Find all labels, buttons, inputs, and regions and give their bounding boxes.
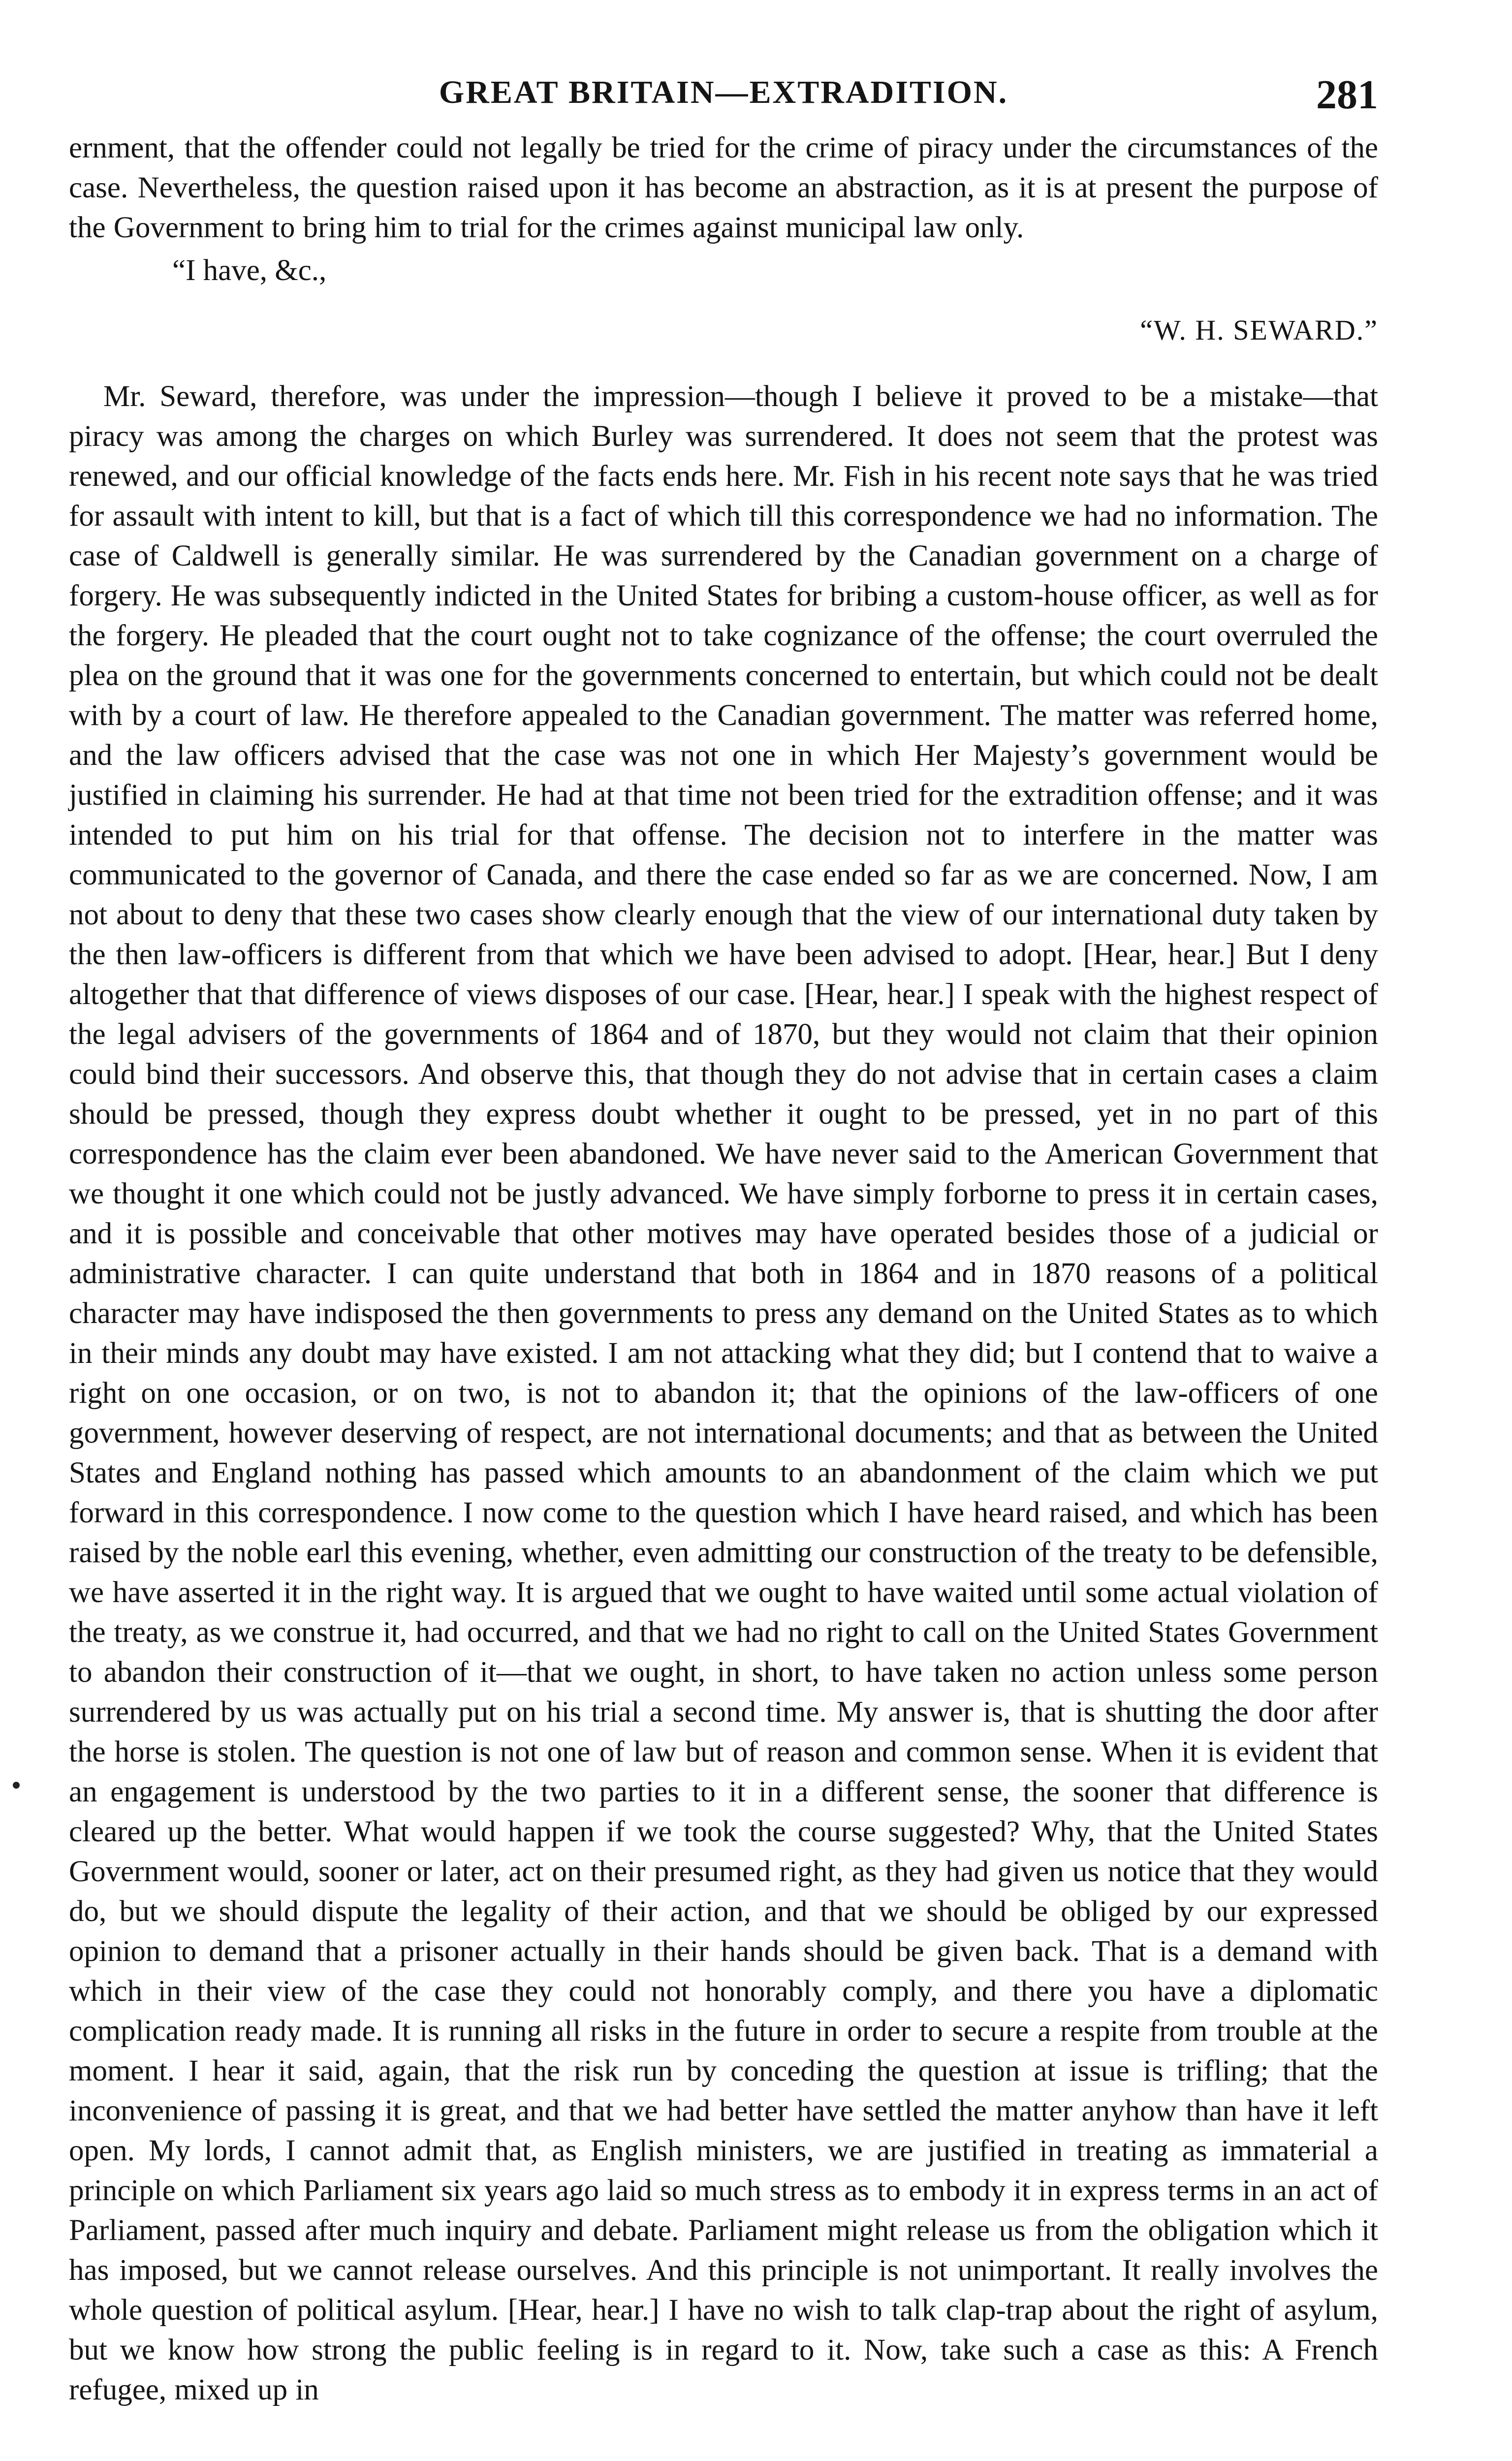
running-head [69, 74, 1378, 128]
letter-paragraph: ernment, that the offender could not legally be tried for the crime of piracy under the circumstances of the case. Nevertheless, the question raised upon it has become an abstraction, as it is at present the purpose of the Government to bring him to trial for the crimes against municipal law only. [69, 131, 1378, 244]
running-head-title: GREAT BRITAIN—EXTRADITION. [439, 74, 1008, 110]
speech-paragraph: Mr. Seward, therefore, was under the impression—though I believe it proved to be a mistake—that piracy was among the charges on which Burley was surrendered. It does not seem that the protest was renewed, and our official knowledge of the facts ends here. Mr. Fish in his recent note says that he was tried for assault with intent to kill, but that is a fact of which till this correspondence we had no information. The case of Caldwell is generally similar. He was surrendered by the Canadian government on a charge of forgery. He was subsequently indicted in the United States for bribing a custom-house officer, as well as for the forgery. He pleaded that the court ought not to take cognizance of the offense; the court overruled the plea on the ground that it was one for the governments concerned to entertain, but which could not be dealt with by a court of law. He therefore appealed to the Canadian government. The matter was referred home, and the law officers advised that the case was not one in which Her Majesty’s government would be justified in claiming his surrender. He had at that time not been tried for the extradition offense; and it was intended to put him on his trial for that offense. The decision not to interfere in the matter was communicated to the governor of Canada, and there the case ended so far as we are concerned. Now, I am not about to deny that these two cases show clearly enough that the view of our international duty taken by the then law-officers is different from that which we have been advised to adopt. [Hear, hear.] But I deny altogether that that difference of views disposes of our case. [Hear, hear.] I speak with the highest respect of the legal advisers of the governments of 1864 and of 1870, but they would not claim that their opinion could bind their successors. And observe this, that though they do not advise that in certain cases a claim should be pressed, though they express doubt whether it ought to be pressed, yet in no part of this correspondence has the claim ever been abandoned. We have never said to the American Government that we thought it one which could not be justly advanced. We have simply forborne to press it in certain cases, and it is possible and conceivable that other motives may have operated besides those of a judicial or administrative character. I can quite understand that both in 1864 and in 1870 reasons of a political character may have indisposed the then governments to press any demand on the United States as to which in their minds any doubt may have existed. I am not attacking what they did; but I contend that to waive a right on one occasion, or on two, is not to abandon it; that the opinions of the law-officers of one government, however deserving of respect, are not international documents; and that as between the United States and England nothing has passed which amounts to an abandonment of the claim which we put forward in this correspondence. I now come to the question which I have heard raised, and which has been raised by the noble earl this evening, whether, even admitting our construction of the treaty to be defensible, we have asserted it in the right way. It is argued that we ought to have waited until some actual violation of the treaty, as we construe it, had occurred, and that we had no right to call on the United States Government to abandon their construction of it—that we ought, in short, to have taken no action unless some person surrendered by us was actually put on his trial a second time. My answer is, that is shutting the door after the horse is stolen. The question is not one of law but of reason and common sense. When it is evident that an engagement is understood by the two parties to it in a different sense, the sooner that difference is cleared up the better. What would happen if we took the course suggested? Why, that the United States Government would, sooner or later, act on their presumed right, as they had given us notice that they would do, but we should dispute the legality of their action, and that we should be obliged by our expressed opinion to demand that a prisoner actually in their hands should be given back. That is a demand with which in their view of the case they could not honorably comply, and there you have a diplomatic complication ready made. It is running all risks in the future in order to secure a respite from trouble at the moment. I hear it said, again, that the risk run by conceding the question at issue is trifling; that the inconvenience of passing it is great, and that we had better have settled the matter anyhow than have it left open. My lords, I cannot admit that, as English ministers, we are justified in treating as immaterial a principle on which Parliament six years ago laid so much stress as to embody it in express terms in an act of Parliament, passed after much inquiry and debate. Parliament might release us from the obligation which it has imposed, but we cannot release ourselves. And this principle is not unimportant. It really involves the whole question of political asylum. [Hear, hear.] I have no wish to talk clap-trap about the right of asylum, but we know how strong the public feeling is in regard to it. Now, take such a case as this: A French refugee, mixed up in [69, 380, 1378, 2406]
margin-mark [13, 1782, 20, 1789]
letter-closing: “I have, &c., [172, 254, 327, 287]
letter-signature: “W. H. SEWARD.” [1140, 314, 1378, 346]
page-number: 281 [1316, 72, 1378, 118]
document-page [69, 74, 1378, 2410]
